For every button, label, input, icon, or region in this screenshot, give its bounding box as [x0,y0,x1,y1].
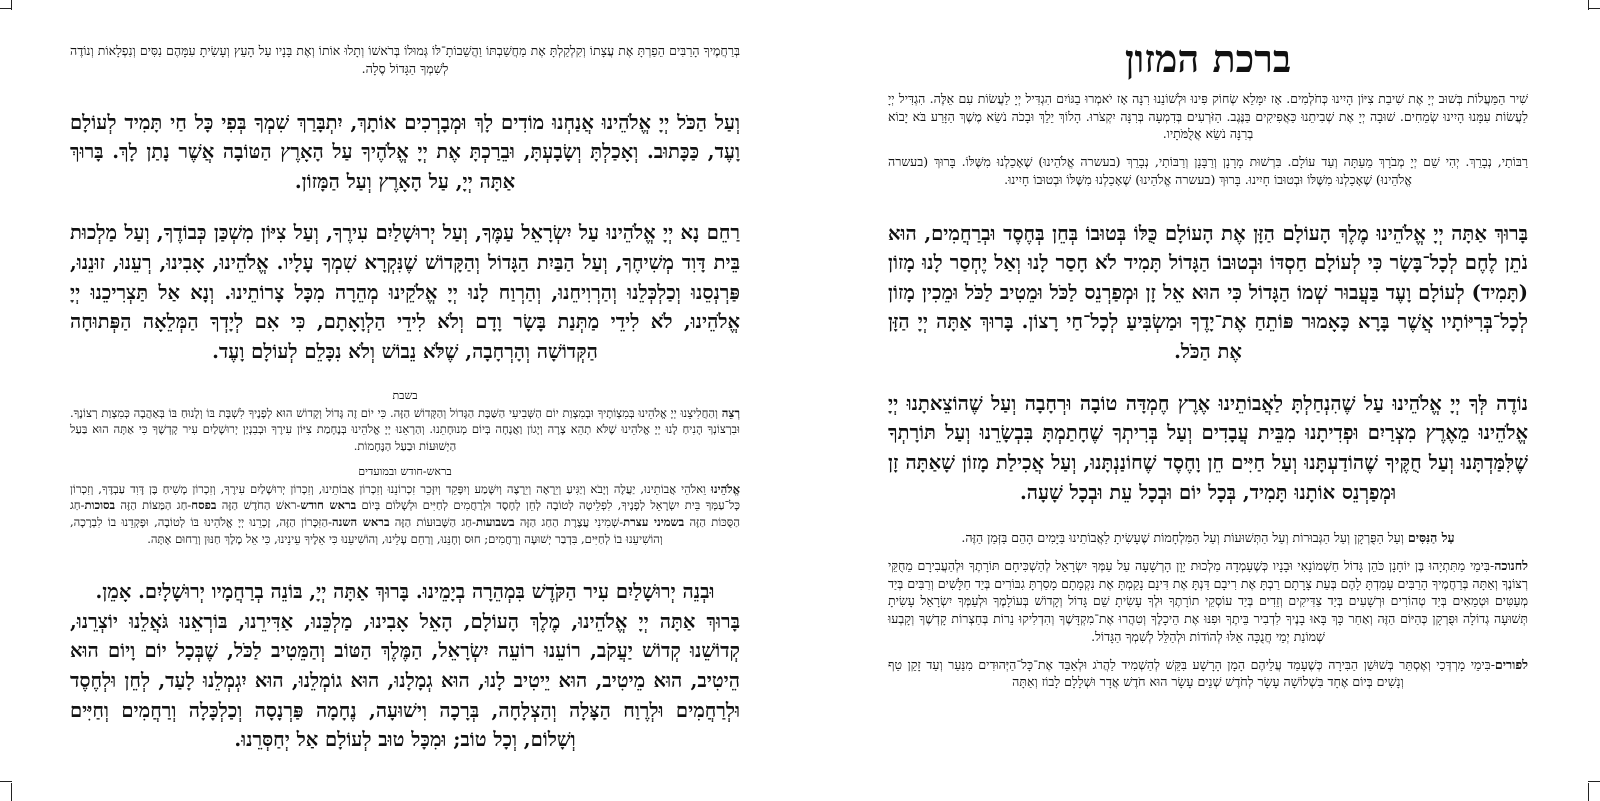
shavuot-text: -חַג הַשָּׁבוּעוֹת הַזֶּה [389,514,476,529]
rosh-hashana-label: בראש השנה [332,514,390,529]
uvneh-paragraph [70,577,740,607]
hazan-paragraph [888,219,1528,367]
veal-hakol-paragraph [70,108,740,197]
rosh-chodesh-text: -ראשׁ הַחֹדֶשׁ הַזֶּה [216,498,301,513]
sukkot-label: בסוכות [84,498,116,513]
pesach-text: -חַג הַמַּצּוֹת הַזֶּה [115,498,192,513]
right-page [800,0,1600,801]
hazan-text: אַתָּה יְיָ אֱלֹהֵינוּ מֶלֶךְ הָעוֹלָם הַזָּן אֶת הָעוֹלָם כֻּלּוֹ בְּטוּבוֹ בְּחֵן בְּחֶסֶד וּבְרַחֲמִים, הוּא נֹתֵן לֶחֶם לְכָל־בָּשָׂר כִּי לְעוֹלָם חַסְדּוֹ וּבְטוּבוֹ הַגָּדוֹל תָּמִיד לֹא חָסַר לָנוּ וְאַל יֶחְסַר לָנוּ מָזוֹן (תָּמִיד) לְעוֹלָם וָעֶד בַּעֲבוּר שְׁמוֹ הַגָּדוֹל כִּי הוּא אֵל זָן וּמְפַרְנֵס לַכֹּל וּמֵטִיב לַכֹּל וּמֵכִין מָזוֹן לְכָל־בְּרִיּוֹתָיו אֲשֶׁר בָּרָא כָּאָמוּר פּוֹתֵחַ אֶת־יָדֶךָ וּמַשְׂבִּיעַ לְכָל־חַי רָצוֹן. בָּרוּךְ אַתָּה יְיָ הַזָּן אֶת הַכֹּל. [888,221,1528,364]
chanukah-lead: לחנוכה [1494,557,1528,573]
uvneh-lead: וּבְנֵה [682,580,715,604]
yaaleh-lead: אֱלֹהֵינוּ [710,481,740,496]
purim-continued: בְּרַחֲמֶיךָ הָרַבִּים הֵפַרְתָּ אֶת עֲצָתוֹ וְקִלְקַלְתָּ אֶת מַחֲשַׁבְתּוֹ וַהֲשֵׁבוֹתָ־לּוֹ גְּמוּלוֹ בְּרֹאשׁוֹ וְתָלוּ אוֹתוֹ וְאֶת בָּנָיו עַל הָעֵץ וְעָשִׂיתָ עִמָּהֶם נִסִּים וְנִפְלָאוֹת וְנוֹדֶה לְשִׁמְךָ הַגָּדוֹל סֶלָה. [70,43,740,76]
shabbat-heading: בשבת [392,388,418,402]
chanukah-paragraph [888,557,1528,646]
retzeh-paragraph [70,405,740,455]
al-hanisim-lead: עַל הַנִּסִּים [1407,530,1455,546]
sukkot-text: -חַג הַסֻּכּוֹת הַזֶּה [70,498,740,529]
shemini-label: בשמיני עצרת [623,514,685,529]
hatov-text: אַתָּה יְיָ אֱלֹהֵינוּ, מֶלֶךְ הָעוֹלָם, הָאֵל אָבִינוּ, מַלְכֵּנוּ, אַדִּירֵנוּ, בּוֹרְאֵנוּ גֹּאֲלֵנוּ יוֹצְרֵנוּ, קְדוֹשֵׁנוּ קְדוֹשׁ יַעֲקֹב, רוֹעֵנוּ רוֹעֵה יִשְׂרָאֵל, הַמֶּלֶךְ הַטּוֹב וְהַמֵּטִיב לַכֹּל, שֶׁבְּכָל יוֹם וָיוֹם הוּא הֵיטִיב, הוּא מֵיטִיב, הוּא יֵיטִיב לָנוּ, הוּא גְמָלָנוּ, הוּא גוֹמְלֵנוּ, הוּא יִגְמְלֵנוּ לָעַד, לְחֵן וּלְחֶסֶד וּלְרַחֲמִים וּלְרֶוַח הַצָּלָה וְהַצְלָחָה, בְּרָכָה וִישׁוּעָה, נֶחָמָה פַּרְנָסָה וְכַלְכָּלָה וְרַחֲמִים וְחַיִּים וְשָׁלוֹם, וְכָל טוֹב; וּמִכָּל טוּב לְעוֹלָם אַל יְחַסְּרֵנוּ. [70,609,740,752]
hazan-lead: בָּרוּךְ [1494,221,1528,245]
nodeh-lead: נוֹדֶה [1496,391,1528,415]
uvneh-text: יְרוּשָׁלַיִם עִיר הַקֹּדֶשׁ בִּמְהֵרָה בְיָמֵינוּ. בָּרוּךְ אַתָּה יְיָ, בּוֹנֵה בְרַחֲמָיו יְרוּשָׁלָיִם. אָמֵן. [95,580,683,604]
veal-hakol-lead: וְעַל [714,110,740,134]
hatov-lead: בָּרוּךְ [706,609,740,633]
purim-paragraph [888,656,1528,692]
shemini-text: -שְׁמִינִי עֲצֶרֶת הַחַג הַזֶּה [514,514,624,529]
psalm-paragraph: שִׁיר הַמַּעֲלוֹת בְּשׁוּב יְיָ אֶת שִׁיבַת צִיּוֹן הָיִינוּ כְּחֹלְמִים. אָז יִמָּלֵא שְׂחוֹק פִּינוּ וּלְשׁוֹנֵנוּ רִנָּה אָז יֹאמְרוּ בַגּוֹיִם הִגְדִּיל יְיָ לַעֲשׂוֹת עִם אֵלֶּה. הִגְדִּיל יְיָ לַעֲשׂוֹת עִמָּנוּ הָיִינוּ שְׂמֵחִים. שׁוּבָה יְיָ אֶת שְׁבִיתֵנוּ כַּאֲפִיקִים בַּנֶּגֶב. הַזֹּרְעִים בְּדִמְעָה בְּרִנָּה יִקְצֹרוּ. הָלוֹךְ יֵלֵךְ וּבָכֹה נֹשֵׂא מֶשֶׁךְ הַזָּרַע בֹּא יָבוֹא בְרִנָּה נֹשֵׂא אֲלֻמֹּתָיו. [888,90,1528,142]
al-hanisim-text: וְעַל הַפֻּרְקָן וְעַל הַגְּבוּרוֹת וְעַל הַתְּשׁוּעוֹת וְעַל הַמִּלְחָמוֹת שֶׁעָשִׂיתָ לַאֲבוֹתֵינוּ בַּיָּמִים הָהֵם בַּזְּמַן הַזֶּה. [961,530,1408,546]
pesach-label: בפסח [191,498,217,513]
nodeh-text: לְּךָ יְיָ אֱלֹהֵינוּ עַל שֶׁהִנְחַלְתָּ לַאֲבוֹתֵינוּ אֶרֶץ חֶמְדָּה טוֹבָה וּרְחָבָה וְעַל שֶׁהוֹצֵאתָנוּ יְיָ אֱלֹהֵינוּ מֵאֶרֶץ מִצְרַיִם וּפְדִיתָנוּ מִבֵּית עֲבָדִים וְעַל בְּרִיתְךָ שֶׁחָתַמְתָּ בִּבְשָׂרֵנוּ וְעַל תּוֹרָתְךָ שֶׁלִּמַּדְתָּנוּ וְעַל חֻקֶּיךָ שֶׁהוֹדַעְתָּנוּ וְעַל חַיִּים חֵן וָחֶסֶד שֶׁחוֹנַנְתָּנוּ, וְעַל אֲכִילַת מָזוֹן שָׁאַתָּה זָן וּמְפַרְנֵס אוֹתָנוּ תָּמִיד, בְּכָל יוֹם וּבְכָל עֵת וּבְכָל שָׁעָה. [888,391,1528,504]
rachem-text: נָא יְיָ אֱלֹהֵינוּ עַל יִשְׂרָאֵל עַמֶּךָ, וְעַל יְרוּשָׁלַיִם עִירֶךָ, וְעַל צִיּוֹן מִשְׁכַּן כְּבוֹדֶךָ, וְעַל מַלְכוּת בֵּית דָּוִד מְשִׁיחֶךָ, וְעַל הַבַּיִת הַגָּדוֹל וְהַקָּדוֹשׁ שֶׁנִּקְרָא שִׁמְךָ עָלָיו. אֱלֹהֵינוּ, אָבִינוּ, רְעֵנוּ, זוּנֵנוּ, פַּרְנְסֵנוּ וְכַלְכְּלֵנוּ וְהַרְוִיחֵנוּ, וְהַרְוַח לָנוּ יְיָ אֱלֹקֵינוּ מְהֵרָה מִכָּל צָרוֹתֵינוּ. וְנָא אַל תַּצְרִיכֵנוּ יְיָ אֱלֹהֵינוּ, לֹא לִידֵי מַתְּנַת בָּשָׂר וָדָם וְלֹא לִידֵי הַלְוָאָתָם, כִּי אִם לְיָדְךָ הַמְּלֵאָה הַפְּתוּחָה הַקְּדוֹשָׁה וְהָרְחָבָה, שֶׁלֹּא נֵבוֹשׁ וְלֹא נִכָּלֵם לְעוֹלָם וָעֶד. [70,221,740,363]
rosh-hashana-text: -הַזִּכָּרוֹן הַזֶּה, זָכְרֵנוּ יְיָ אֱלֹהֵינוּ בּוֹ לְטוֹבָה, וּפָקְדֵנוּ בוֹ לִבְרָכָה, וְהוֹשִׁיעֵנוּ בוֹ לְחַיִּים, בִּדְבַר יְשׁוּעָה וְרַחֲמִים; חוּס וְחָנֵּנוּ, וְרַחֵם עָלֵינוּ, וְהוֹשִׁיעֵנוּ כִּי אֵלֶיךָ עֵינֵינוּ, כִּי אֵל מֶלֶךְ חַנּוּן וְרַחוּם אָתָּה. [70,514,663,546]
rosh-chodesh-heading: בראש-חודש ובמועדים [358,464,452,478]
al-hanisim-paragraph [888,529,1528,547]
page-title: ברכת המזון [1124,36,1292,81]
shavuot-label: בשבועות [475,514,515,529]
chanukah-text: -בִּימֵי מַתִּתְיָהוּ בֶּן יוֹחָנָן כֹּהֵן גָּדוֹל חַשְׁמוֹנָאִי וּבָנָיו כְּשֶׁעָמְדָה מַלְכוּת יָוָן הָרְשָׁעָה עַל עַמְּךָ יִשְׂרָאֵל לְהַשְׁכִּיחָם תּוֹרָתֶךָ וּלְהַעֲבִירָם מֵחֻקֵּי רְצוֹנֶךָ וְאַתָּה בְּרַחֲמֶיךָ הָרַבִּים עָמַדְתָּ לָהֶם בְּעֵת צָרָתָם רַבְתָּ אֶת רִיבָם דַּנְתָּ אֶת דִּינָם נָקַמְתָּ אֶת נִקְמָתָם מָסַרְתָּ גִבּוֹרִים בְּיַד חַלָּשִׁים וְרַבִּים בְּיַד מְעַטִּים וּטְמֵאִים בְּיַד טְהוֹרִים וּרְשָׁעִים בְּיַד צַדִּיקִים וְזֵדִים בְּיַד עוֹסְקֵי תוֹרָתֶךָ וּלְךָ עָשִׂיתָ שֵׁם גָּדוֹל וְקָדוֹשׁ בְּעוֹלָמֶךָ וּלְעַמְּךָ יִשְׂרָאֵל עָשִׂיתָ תְּשׁוּעָה גְדוֹלָה וּפֻרְקָן כְּהַיּוֹם הַזֶּה וְאַחַר כָּךְ בָּאוּ בָנֶיךָ לִדְבִיר בֵּיתֶךָ וּפִנּוּ אֶת הֵיכָלֶךָ וְטִהֲרוּ אֶת־מִקְדָּשֶׁךָ וְהִדְלִיקוּ נֵרוֹת בְּחַצְרוֹת קָדְשֶׁךָ וְקָבְעוּ שְׁמוֹנַת יְמֵי חֲנֻכָּה אֵלּוּ לְהוֹדוֹת וּלְהַלֵּל לְשִׁמְךָ הַגָּדוֹל. [888,557,1528,644]
yaaleh-paragraph [70,481,740,548]
rosh-chodesh-label: בראש חודש [300,498,357,513]
retzeh-text: וְהַחֲלִיצֵנוּ יְיָ אֱלֹהֵינוּ בְּמִצְוֹתֶיךָ וּבְמִצְוַת יוֹם הַשְּׁבִיעִי הַשַּׁבָּת הַגָּדוֹל וְהַקָּדוֹשׁ הַזֶּה. כִּי יוֹם זֶה גָּדוֹל וְקָדוֹשׁ הוּא לְפָנֶיךָ לִשְׁבָּת בּוֹ וְלָנוּחַ בּוֹ בְּאַהֲבָה כְּמִצְוַת רְצוֹנֶךָ. וּבִרְצוֹנְךָ הָנִיחַ לָנוּ יְיָ אֱלֹהֵינוּ שֶׁלֹּא תְהֵא צָרָה וְיָגוֹן וַאֲנָחָה בְּיוֹם מְנוּחָתֵנוּ. וְהַרְאֵנוּ יְיָ אֱלֹהֵינוּ בְּנֶחָמַת צִיּוֹן עִירֶךָ וּבְבִנְיַן יְרוּשָׁלַיִם עִיר קָדְשֶׁךָ כִּי אַתָּה הוּא בַּעַל הַיְשׁוּעוֹת וּבַעַל הַנֶּחָמוֹת. [70,405,740,453]
purim-lead: לפורים [1494,656,1528,672]
retzeh-lead: רְצֵה [721,405,740,420]
rachem-lead: רַחֵם [706,221,740,245]
rachem-paragraph [70,218,740,366]
zimun-paragraph: רַבּוֹתַי, נְבָרֵךְ. יְהִי שֵׁם יְיָ מְבֹרָךְ מֵעַתָּה וְעַד עוֹלָם. בִּרְשׁוּת מָרָנָן וְרַבָּנָן וְרַבּוֹתַי, נְבָרֵךְ (בעשרה אֱלֹהֵינוּ) שֶׁאָכַלְנוּ מִשֶּׁלּוֹ. בָּרוּךְ (בעשרה אֱלֹהֵינוּ) שֶׁאָכַלְנוּ מִשֶּׁלּוֹ וּבְטוּבוֹ חָיִינוּ. בָּרוּךְ (בעשרה אֱלֹהֵינוּ) שֶׁאָכַלְנוּ מִשֶּׁלּוֹ וּבְטוּבוֹ חָיִינוּ. [888,154,1528,187]
hatov-paragraph [70,607,740,755]
nodeh-paragraph [888,389,1528,508]
yaaleh-text: וֵאלֹהֵי אֲבוֹתֵינוּ, יַעֲלֶה וְיָבֹא וְיַגִּיעַ וְיֵרָאֶה וְיֵרָצֶה וְיִשָּׁמַע וְיִפָּקֵד וְיִזָּכֵר זִכְרוֹנֵנוּ וְזִכְרוֹן אֲבוֹתֵינוּ, וְזִכְרוֹן יְרוּשָׁלַיִם עִירֶךָ, וְזִכְרוֹן מָשִׁיחַ בֶּן דָּוִד עַבְדֶּךָ, וְזִכְרוֹן כָּל־עַמְּךָ בֵּית יִשְׂרָאֵל לְפָנֶיךָ, לִפְלֵיטָה לְטוֹבָה לְחֵן לְחֶסֶד וּלְרַחֲמִים לְחַיִּים וּלְשָׁלוֹם בְּיוֹם [70,481,740,513]
purim-text: -בִּימֵי מָרְדְּכַי וְאֶסְתֵּר בְּשׁוּשַׁן הַבִּירָה כְּשֶׁעָמַד עֲלֵיהֶם הָמָן הָרָשָׁע בִּקֵּשׁ לְהַשְׁמִיד לַהֲרֹג וּלְאַבֵּד אֶת־כָּל־הַיְּהוּדִים מִנַּעַר וְעַד זָקֵן טַף וְנָשִׁים בְּיוֹם אֶחָד בִּשְׁלוֹשָׁה עָשָׂר לְחֹדֶשׁ שְׁנֵים עָשָׂר הוּא חֹדֶשׁ אֲדָר וּשְׁלָלָם לָבוֹז וְאַתָּה [888,656,1495,690]
veal-hakol-text: הַכֹּל יְיָ אֱלֹהֵינוּ אֲנַחְנוּ מוֹדִים לָךְ וּמְבָרְכִים אוֹתָךְ, יִתְבָּרַךְ שִׁמְךָ בְּפִי כָּל חַי תָּמִיד לְעוֹלָם וָעֶד, כַּכָּתוּב. וְאָכַלְתָּ וְשָׂבָעְתָּ, וּבֵרַכְתָּ אֶת יְיָ אֱלֹהֶיךָ עַל הָאָרֶץ הַטּוֹבָה אֲשֶׁר נָתַן לָךְ. בָּרוּךְ אַתָּה יְיָ, עַל הָאָרֶץ וְעַל הַמָּזוֹן. [70,110,740,193]
